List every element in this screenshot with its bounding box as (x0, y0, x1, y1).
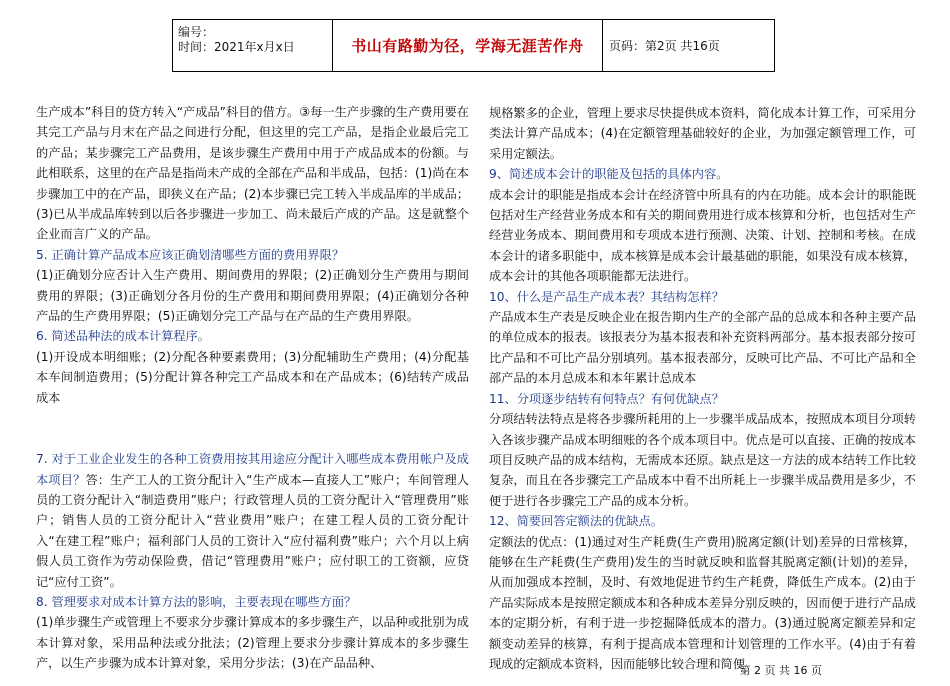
question-7-heading (36, 449, 469, 592)
document-time-label: 时间：2021年x月x日 (178, 40, 295, 54)
question-8-heading: 8. 管理要求对成本计算方法的影响，主要表现在哪些方面？ (36, 594, 357, 609)
answer-5: (1)正确划分应否计入生产费用、期间费用的界限；(2)正确划分生产费用与期间费用的界限；(3)正确划分各月份的生产费用和期间费用界限；(4)正确划分各种产品的生产费用界限；(5)正确划分完工产品与在产品的生产费用界限。 (36, 268, 469, 324)
question-11-heading: 11、分项逐步结转有何特点？有何优缺点？ (489, 391, 724, 406)
header-page-number: 页码：第2页 共16页 (609, 39, 720, 53)
left-text-column (36, 102, 469, 674)
question-10-heading: 10、什么是产品生产成本表？其结构怎样？ (489, 289, 724, 304)
answer-10: 产品成本生产表是反映企业在报告期内生产的全部产品的总成本和各种主要产品的单位成本的报表。该报表分为基本报表和补充资料两部分。基本报表部分按可比产品和不可比产品分别填列。基本报表部分，反映可比产品、不可比产品和全部产品的本月总成本和本年累计总成本 (489, 310, 916, 386)
answer-11: 分项结转法特点是将各步骤所耗用的上一步骤半成品成本，按照成本项目分项转入各该步骤产品成本明细账的各个成本项目中。优点是可以直接、正确的按成本项目反映产品的成本结构，无需成本还原。缺点是这一方法的成本结转工作比较复杂，而且在各步骤完工产品成本中看不出所耗上一步骤半成品费用是多少，不便于进行各步骤完工产品的成本分析。 (489, 412, 916, 508)
question-12-heading: 12、简要回答定额法的优缺点。 (489, 514, 663, 529)
question-7-text: 7. 对于工业企业发生的各种工资费用按其用途应分配计入哪些成本费用帐户及成本项目？ (36, 452, 469, 487)
blank-gap (36, 408, 469, 449)
answer-12: 定额法的优点：(1)通过对生产耗费(生产费用)脱离定额(计划)差异的日常核算，能够在生产耗费(生产费用)发生的当时就反映和监督其脱离定额(计划)的差异，从而加强成本控制，及时、有效地促进节约生产耗费，降低生产成本。(2)由于产品实际成本是按照定额成本和各种成本差异分别反映的，因而便于进行产品成本的定期分析，有利于进一步挖掘降低成本的潜力。(3)通过脱离定额差异和定额变动差异的核算，有利于提高成本管理和计划管理的工作水平。(4)由于有着现成的定额成本资料，因而能够比较合理和简便 (489, 534, 916, 671)
question-5-heading: 5. 正确计算产品成本应该正确划清哪些方面的费用界限？ (36, 247, 345, 262)
answer-9: 成本会计的职能是指成本会计在经济管中所具有的内在功能。成本会计的职能既包括对生产经营业务成本和有关的期间费用进行成本核算和分析，也包括对生产经营业务成本、期间费用和专项成本进行预测、决策、计划、控制和考核。在成本会计的诸多职能中，成本核算是成本会计最基础的职能，如果没有成本核算，成本会计的其他各项职能都无法进行。 (489, 187, 916, 284)
header-info-cell (173, 20, 333, 71)
paragraph-continuation: 生产成本”科目的贷方转入“产成品”科目的借方。③每一生产步骤的生产费用要在其完工产品与月末在产品之间进行分配，但这里的完工产品，是指企业最后完工的产品；某步骤完工产品费用，是该步骤生产费用中用于产成品成本的份额。与此相联系，这里的在产品是指尚未产成的全部在产品和半成品，包括：(1)尚在本步骤加工中的在产品，即狭义在产品；(2)本步骤已完工转入半成品库的半成品；(3)已从半成品库转到以后各步骤进一步加工、尚未最后产成的产品。这是就整个企业而言广义的产品。 (36, 105, 469, 242)
question-9-heading: 9、简述成本会计的职能及包括的具体内容。 (489, 167, 729, 182)
answer-8: (1)单步骤生产或管理上不要求分步骤计算成本的多步骤生产，以品种或批别为成本计算对象，采用品种法或分批法；(2)管理上要求分步骤计算成本的多步骤生产，以生产步骤为成本计算对象，采用分步法；(3)在产品品种、 (36, 615, 469, 671)
page-header (172, 19, 775, 72)
answer-7: 答：生产工人的工资分配计入“生产成本—直接人工”账户；车间管理人员的工资分配计入“制造费用”账户；行政管理人员的工资分配计入“管理费用”账户；销售人员的工资分配计入“营业费用”账户；在建工程人员的工资分配计入“在建工程”账户；福利部门人员的工资计入“应付福利费”账户；六个月以上病假人员工资作为劳动保险费，借记“管理费用”账户；应付职工的工资额，应贷记“应付工资”。 (36, 472, 469, 589)
paragraph-continuation-right: 规格繁多的企业，管理上要求尽快提供成本资料，简化成本计算工作，可采用分类法计算产品成本；(4)在定额管理基础较好的企业，为加强定额管理工作，可采用定额法。 (489, 106, 916, 161)
right-text-column (489, 103, 916, 674)
question-6-heading: 6. 简述品种法的成本计算程序。 (36, 329, 210, 344)
document-code-label: 编号： (178, 25, 215, 39)
page-footer: 第 2 页 共 16 页 (739, 664, 822, 677)
header-motto: 书山有路勤为径，学海无涯苦作舟 (333, 20, 603, 71)
answer-6: (1)开设成本明细账；(2)分配各种要素费用；(3)分配辅助生产费用；(4)分配基本车间制造费用；(5)分配计算各种完工产品成本和在产品成本；(6)结转产成品成本 (36, 349, 469, 405)
